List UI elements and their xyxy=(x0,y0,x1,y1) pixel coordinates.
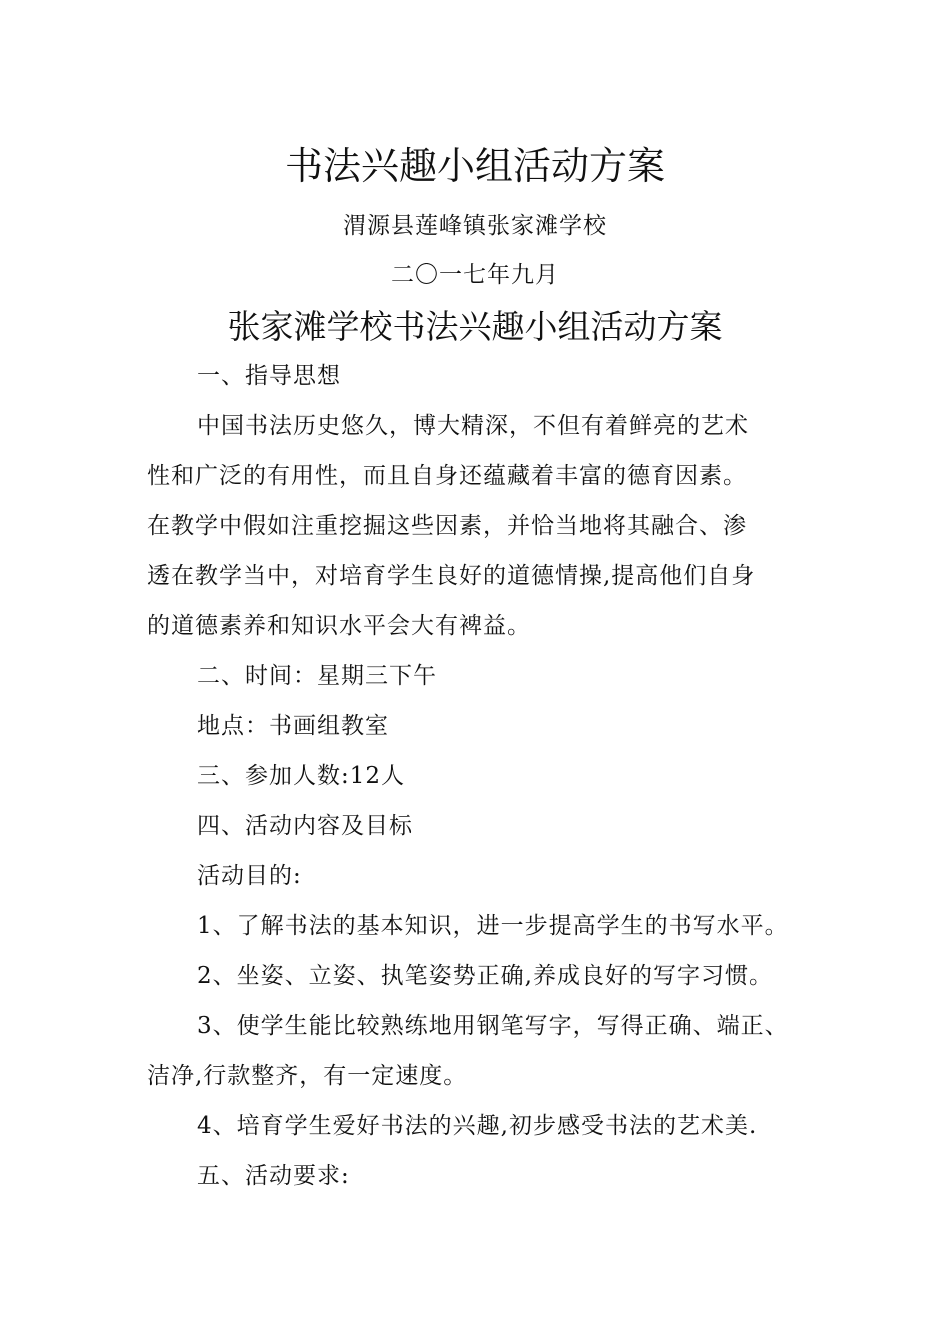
section1-heading: 一、指导思想 xyxy=(197,363,341,389)
goal-item: 4、培育学生爱好书法的兴趣,初步感受书法的艺术美. xyxy=(197,1113,758,1139)
document-title: 书法兴趣小组活动方案 xyxy=(284,144,665,188)
goal-item: 1、了解书法的基本知识，进一步提高学生的书写水平。 xyxy=(197,913,789,939)
section4-heading: 四、活动内容及目标 xyxy=(197,813,413,839)
goal-item: 2、坐姿、立姿、执笔姿势正确,养成良好的写字习惯。 xyxy=(197,963,773,989)
section1-para-line: 在教学中假如注重挖掘这些因素，并恰当地将其融合、渗 xyxy=(147,513,747,539)
goal-item: 3、使学生能比较熟练地用钢笔写字，写得正确、端正、 xyxy=(197,1013,789,1039)
goal-item-continuation: 洁净,行款整齐，有一定速度。 xyxy=(147,1063,468,1089)
section3-participants: 三、参加人数:12人 xyxy=(197,763,406,789)
section1-para-line: 中国书法历史悠久，博大精深，不但有着鲜亮的艺术 xyxy=(197,413,749,439)
section5-heading: 五、活动要求: xyxy=(197,1163,350,1189)
goals-label: 活动目的: xyxy=(197,863,302,889)
section1-para-line: 的道德素养和知识水平会大有裨益。 xyxy=(147,613,531,639)
main-title: 张家滩学校书法兴趣小组活动方案 xyxy=(227,307,723,346)
section1-para-line: 透在教学当中，对培育学生良好的道德情操,提高他们自身 xyxy=(147,563,756,589)
section1-para-line: 性和广泛的有用性，而且自身还蕴藏着丰富的德育因素。 xyxy=(147,463,747,489)
document-date: 二〇一七年九月 xyxy=(391,262,559,288)
section2-time: 二、时间：星期三下午 xyxy=(197,663,437,689)
school-name: 渭源县莲峰镇张家滩学校 xyxy=(343,213,607,239)
section2-place: 地点：书画组教室 xyxy=(197,713,389,739)
